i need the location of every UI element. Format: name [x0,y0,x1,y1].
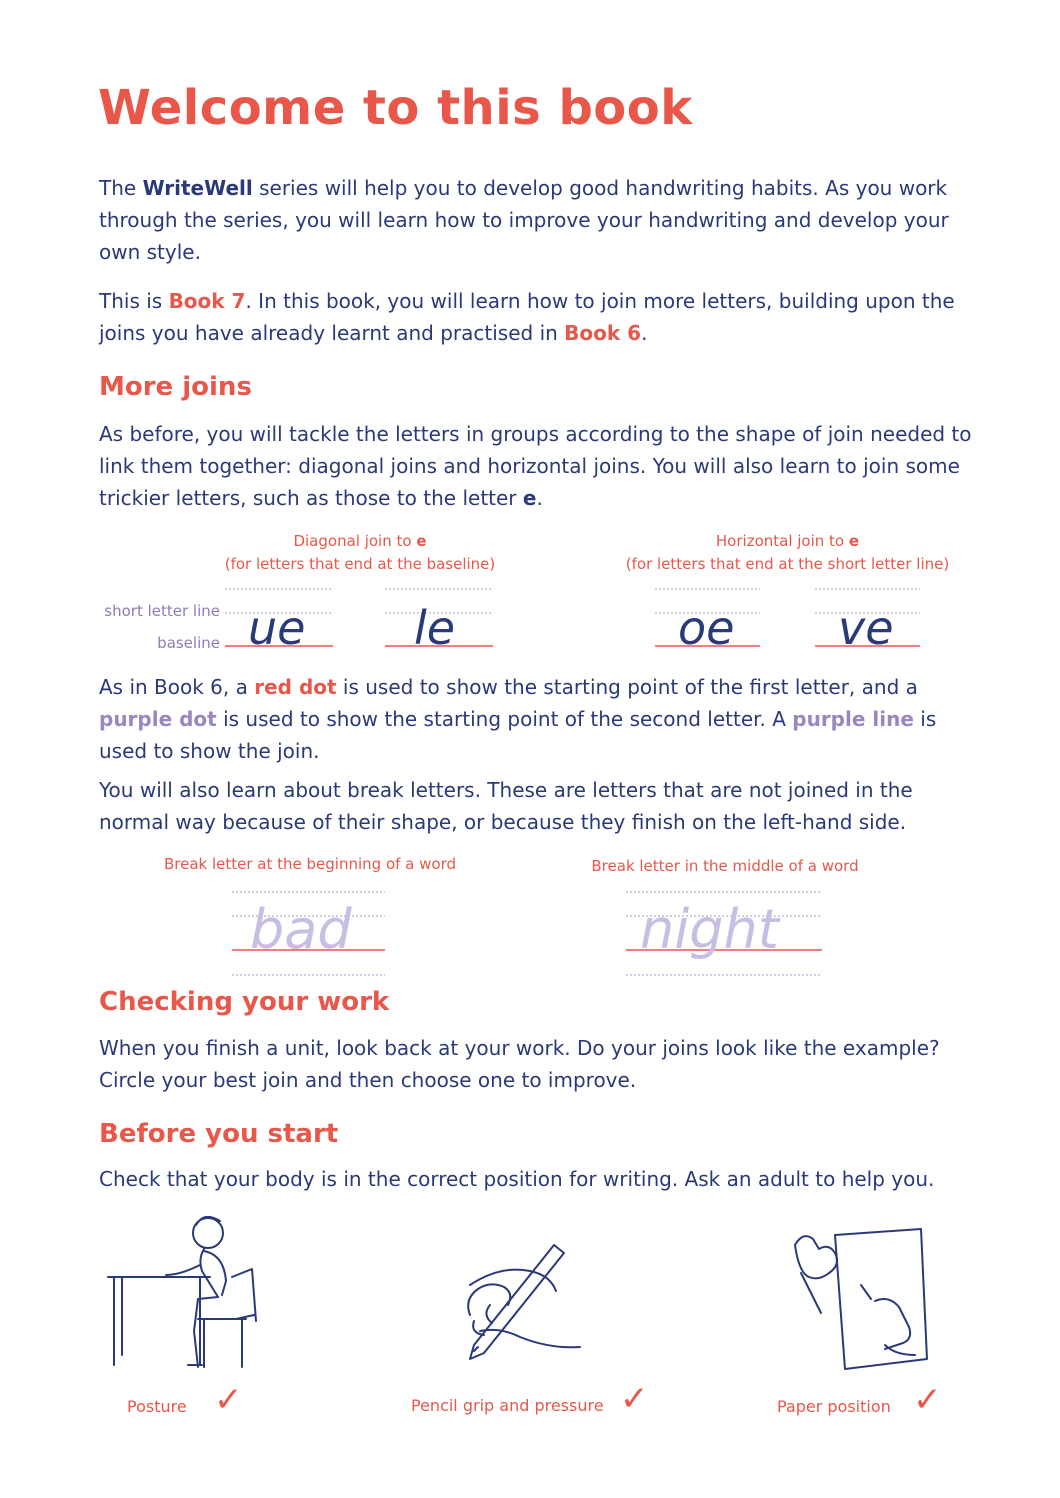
book-number: Book 7 [168,289,246,313]
previous-book: Book 6 [564,321,642,345]
more-joins-text: . [536,486,543,510]
intro-paragraph-2 [99,285,979,349]
break-word: night [640,898,779,961]
join-examples [0,580,1060,660]
example-word: le [414,601,456,655]
break-example-night [626,892,822,975]
letter-e: e [522,486,537,510]
page-title: Welcome to this book [98,80,693,136]
intro-text: This is [99,289,169,313]
break-letters-paragraph: You will also learn about break letters. These are letters that are not joined in the normal way because of their shape, or because they finish on the left-hand side. [99,778,913,834]
join-example-ue [225,589,333,655]
pencil-grip-check-icon: ✓ [620,1379,649,1419]
posture-check-icon: ✓ [214,1380,243,1420]
caption-text: Diagonal join to [293,532,417,550]
caption-letter: e [848,532,860,550]
horizontal-caption-line-2: (for letters that end at the short letter line) [625,555,950,573]
join-example-ve [815,589,920,655]
posture-label: Posture [127,1397,187,1416]
intro-text: series will help you to develop good handwriting habits. As you work through the series, you will learn how to improve your handwriting and develop your own style. [99,176,949,264]
horizontal-join-caption [600,530,975,576]
series-brand: WriteWell [142,176,253,200]
example-word: ve [838,601,894,655]
horizontal-caption-line-1 [600,530,975,553]
checking-heading: Checking your work [99,987,390,1017]
break-letter-examples [0,880,1060,985]
paper-position-check-icon: ✓ [913,1380,942,1420]
break-word: bad [250,898,352,961]
example-word: oe [678,601,735,655]
checking-paragraph: When you finish a unit, look back at your work. Do your joins look like the example? Circle your best join and then choose one to improve. [99,1036,940,1092]
more-joins-text: As before, you will tackle the letters in groups according to the shape of join needed to link them together: diagonal joins and horizontal joins. You will also learn to join some trickier letters, such as those to the letter [99,422,972,510]
break-example-bad [232,892,385,975]
purple-dot-term: purple dot [99,707,217,731]
diagonal-caption-line-1 [200,530,520,553]
paper-position-label: Paper position [777,1397,891,1416]
intro-text: . In this book, you will learn how to join more letters, building upon the joins you have already learnt and practised in [99,289,955,345]
intro-text: . [641,321,648,345]
caption-text: Horizontal join to [715,532,849,550]
dots-text: is used to show the join. [99,707,937,763]
join-example-oe [655,589,760,655]
pencil-grip-label: Pencil grip and pressure [411,1396,604,1415]
short-letter-line-label: short letter line [104,602,220,620]
posture-illustration [100,1205,270,1375]
diagonal-join-caption [200,530,520,576]
dots-text: is used to show the starting point of the first letter, and a [336,675,918,699]
dots-text: is used to show the starting point of the second letter. A [216,707,793,731]
diagonal-caption-line-2: (for letters that end at the baseline) [224,555,496,573]
purple-line-term: purple line [792,707,914,731]
example-word: ue [248,601,306,655]
break-caption-middle: Break letter in the middle of a word [591,857,859,875]
dots-text: As in Book 6, a [99,675,255,699]
break-caption-beginning: Break letter at the beginning of a word [163,855,457,873]
intro-paragraph-1 [99,172,979,268]
before-paragraph: Check that your body is in the correct position for writing. Ask an adult to help you. [99,1167,935,1191]
caption-letter: e [416,532,427,550]
more-joins-heading: More joins [99,372,252,402]
intro-text: The [99,176,143,200]
before-heading: Before you start [99,1119,339,1149]
pencil-grip-illustration [430,1235,600,1365]
red-dot-term: red dot [254,675,337,699]
join-example-le [385,589,493,655]
dots-paragraph [99,671,979,767]
paper-position-illustration [775,1225,945,1375]
baseline-label: baseline [157,634,220,652]
more-joins-paragraph [99,418,979,514]
